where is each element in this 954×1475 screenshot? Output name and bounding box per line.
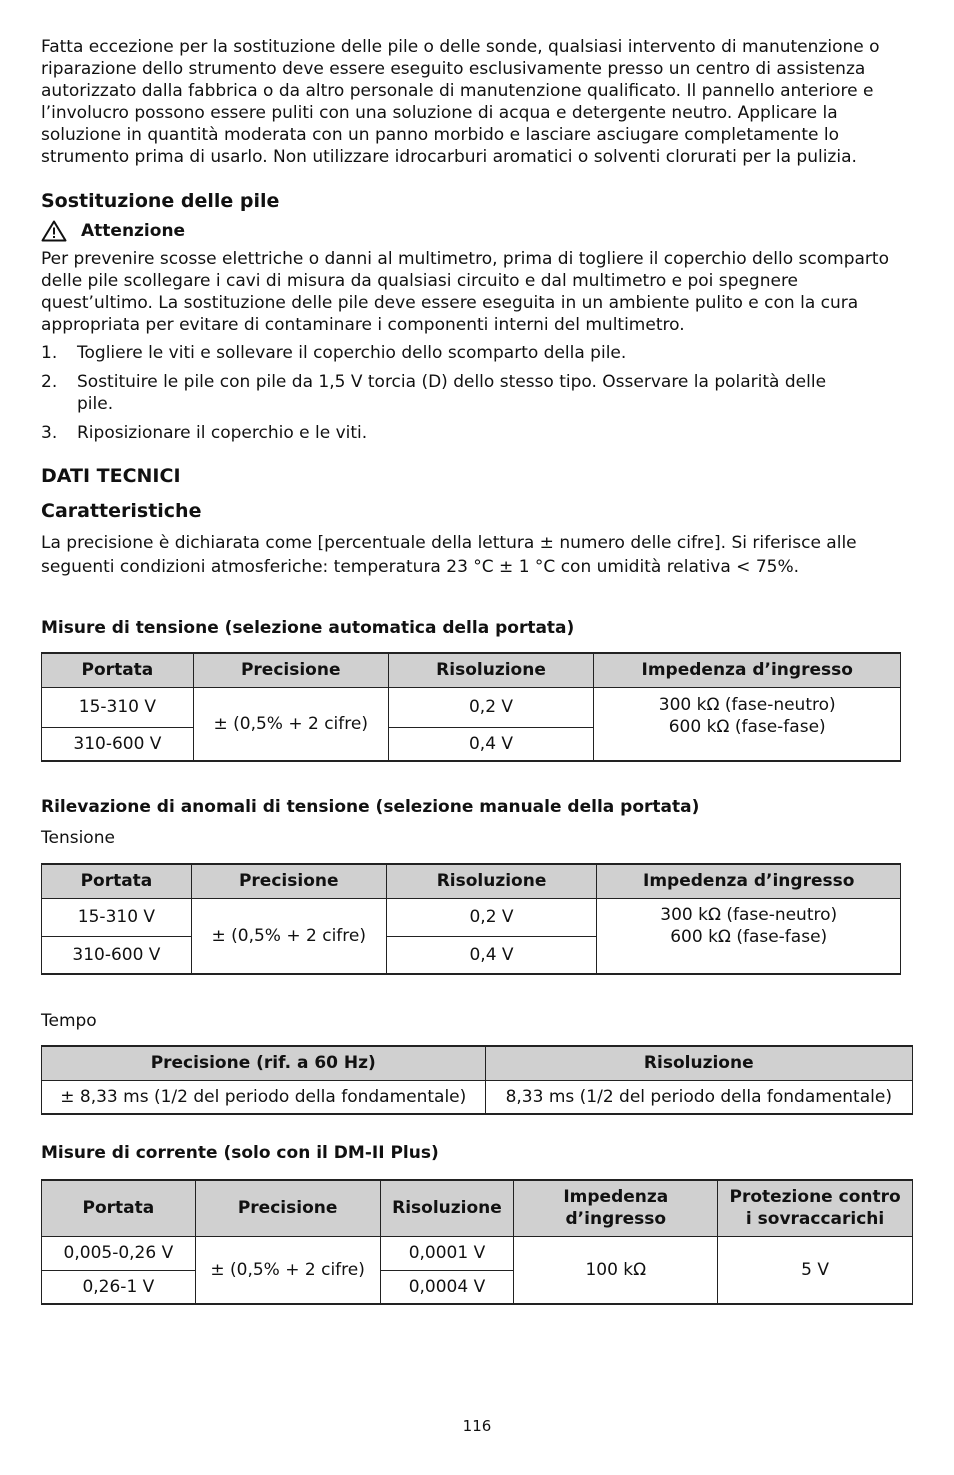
intro-paragraph: Fatta eccezione per la sostituzione delle pile o delle sonde, qualsiasi intervento di manutenzione o riparazione dello strumento deve essere eseguito esclusivamente presso un centro di assistenza autorizzato dalla fabbrica o da altro personale di manutenzione qualificato. Il pannello anteriore e l’involucro possono essere puliti con una soluzione di acqua e detergente neutro. Applicare la soluzione in quantità moderata con un panno morbido e lasciare asciugare completamente lo strumento prima di usarlo. Non utilizzare idrocarburi aromatici o solventi clorurati per la pulizia. bbox=[41, 37, 880, 167]
table-cell: 0,0004 V bbox=[380, 1270, 514, 1304]
warning-header bbox=[41, 220, 911, 242]
table-cell: 0,26-1 V bbox=[42, 1270, 196, 1304]
table-header: Precisione bbox=[195, 1180, 380, 1236]
table-cell: 0,4 V bbox=[386, 936, 597, 974]
table-header: Risoluzione bbox=[485, 1046, 912, 1080]
table-header: Risoluzione bbox=[380, 1180, 514, 1236]
battery-heading: Sostituzione delle pile bbox=[41, 190, 280, 212]
current-table bbox=[41, 1179, 913, 1305]
table-header: Protezione contro i sovraccarichi bbox=[718, 1180, 913, 1236]
table1-title: Misure di tensione (selezione automatica della portata) bbox=[41, 618, 575, 638]
table-cell: 0,2 V bbox=[388, 687, 594, 727]
table-cell: ± 8,33 ms (1/2 del periodo della fondamentale) bbox=[42, 1080, 486, 1114]
table-cell: ± (0,5% + 2 cifre) bbox=[191, 898, 386, 974]
battery-steps-list bbox=[41, 342, 911, 444]
specs-heading: DATI TECNICI bbox=[41, 465, 181, 487]
voltage-anomaly-table bbox=[41, 863, 901, 975]
table-header: Risoluzione bbox=[388, 653, 594, 687]
warning-text: Per prevenire scosse elettriche o danni al multimetro, prima di togliere il coperchio dello scomparto delle pile scollegare i cavi di misura da qualsiasi circuito e dal multimetro e poi spegnere quest’ultimo. La sostituzione delle pile deve essere eseguita in un ambiente pulito e con la cura appropriata per evitare di contaminare i componenti interni del multimetro. bbox=[41, 249, 889, 335]
table-cell: 15-310 V bbox=[42, 687, 194, 727]
table-cell: 100 kΩ bbox=[514, 1236, 718, 1304]
specs-description: La precisione è dichiarata come [percentuale della lettura ± numero delle cifre]. Si riferisce alle seguenti condizioni atmosferiche: temperatura 23 °C ± 1 °C con umidità relativa < 75%. bbox=[41, 533, 857, 577]
table-header: Risoluzione bbox=[386, 864, 597, 898]
warning-label: Attenzione bbox=[81, 221, 186, 241]
table-cell: 8,33 ms (1/2 del periodo della fondamentale) bbox=[485, 1080, 912, 1114]
table-header: Precisione bbox=[193, 653, 388, 687]
table-header: Portata bbox=[42, 653, 194, 687]
specs-subheading: Caratteristiche bbox=[41, 500, 202, 522]
table3-subtitle: Tempo bbox=[41, 1011, 97, 1031]
table-header: Portata bbox=[42, 864, 192, 898]
table-cell: 310-600 V bbox=[42, 936, 192, 974]
table2-subtitle: Tensione bbox=[41, 828, 115, 848]
voltage-auto-table bbox=[41, 652, 901, 762]
list-item: 1. Togliere le viti e sollevare il coperchio dello scomparto della pile. bbox=[41, 343, 627, 363]
table-cell: ± (0,5% + 2 cifre) bbox=[195, 1236, 380, 1304]
table-cell: 0,005-0,26 V bbox=[42, 1236, 196, 1270]
table-cell: 0,4 V bbox=[388, 727, 594, 761]
table-cell: 0,0001 V bbox=[380, 1236, 514, 1270]
list-item: 2. Sostituire le pile con pile da 1,5 V torcia (D) dello stesso tipo. Osservare la polarità delle pile. bbox=[41, 372, 827, 414]
table-header: Impedenza d’ingresso bbox=[597, 864, 901, 898]
warning-triangle-icon bbox=[41, 220, 67, 242]
table2-title: Rilevazione di anomali di tensione (selezione manuale della portata) bbox=[41, 797, 700, 817]
table-header: Precisione (rif. a 60 Hz) bbox=[42, 1046, 486, 1080]
table-header: Precisione bbox=[191, 864, 386, 898]
table-cell: 310-600 V bbox=[42, 727, 194, 761]
list-item: 3. Riposizionare il coperchio e le viti. bbox=[41, 423, 368, 443]
table-cell: 300 kΩ (fase-neutro) 600 kΩ (fase-fase) bbox=[597, 898, 901, 974]
time-table bbox=[41, 1045, 913, 1115]
table-cell: 0,2 V bbox=[386, 898, 597, 936]
table-header: Portata bbox=[42, 1180, 196, 1236]
page-number: 116 bbox=[462, 1417, 492, 1435]
table-header: Impedenza d’ingresso bbox=[594, 653, 901, 687]
table-cell: 15-310 V bbox=[42, 898, 192, 936]
table-cell: 300 kΩ (fase-neutro) 600 kΩ (fase-fase) bbox=[594, 687, 901, 761]
table-header: Impedenza d’ingresso bbox=[514, 1180, 718, 1236]
document-page bbox=[41, 36, 911, 1305]
table4-title: Misure di corrente (solo con il DM-II Plus) bbox=[41, 1143, 439, 1163]
table-cell: 5 V bbox=[718, 1236, 913, 1304]
table-cell: ± (0,5% + 2 cifre) bbox=[193, 687, 388, 761]
